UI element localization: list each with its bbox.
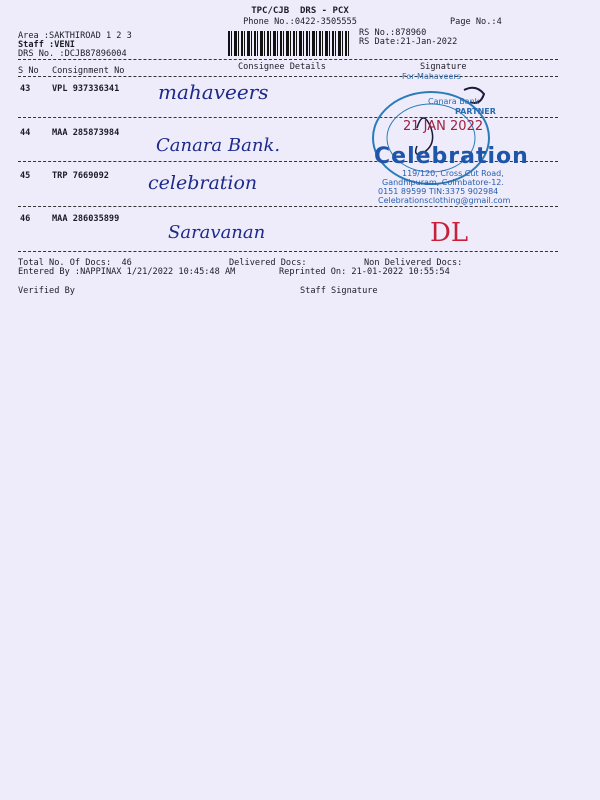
handwritten-consignee: celebration — [148, 172, 258, 194]
row-sno: 43 — [20, 84, 31, 94]
area-field: Area :SAKTHIROAD 1 2 3 — [18, 31, 132, 41]
verified-by: Verified By — [18, 286, 75, 296]
celebration-stamp-email: Celebrationsclothing@gmail.com — [378, 196, 511, 205]
bank-stamp-text: Canara Bank — [428, 97, 480, 106]
celebration-stamp-city: Gandhipuram, Coimbatore-12. — [382, 178, 504, 187]
celebration-stamp-name: Celebration — [374, 144, 529, 169]
rs-number: RS No.:878960 — [359, 28, 427, 38]
header-rule-top — [18, 59, 558, 60]
non-delivered-docs: Non Delivered Docs: — [364, 258, 463, 268]
celebration-stamp-address: 119/120, Cross Cut Road, — [402, 169, 504, 178]
row-consignment: TRP 7669092 — [52, 171, 109, 181]
handwritten-consignee: Saravanan — [168, 222, 266, 243]
row-sno: 45 — [20, 171, 31, 181]
row-separator — [18, 251, 558, 252]
handwritten-consignee: Canara Bank. — [156, 135, 281, 156]
col-sno: S No — [18, 66, 39, 76]
rs-date: RS Date:21-Jan-2022 — [359, 37, 458, 47]
barcode-image — [228, 31, 350, 56]
celebration-stamp — [374, 144, 554, 204]
row-consignment: VPL 937336341 — [52, 84, 120, 94]
total-docs: Total No. Of Docs: 46 — [18, 258, 132, 268]
staff-field: Staff :VENI — [18, 40, 75, 50]
col-consignee: Consignee Details — [238, 62, 326, 72]
col-signature: Signature — [420, 62, 467, 72]
celebration-stamp-phone: 0151 89599 TIN:3375 902984 — [378, 187, 499, 196]
partner-stamp-text: PARTNER — [455, 107, 496, 116]
col-consignment: Consignment No — [52, 66, 125, 76]
header-rule-bottom — [18, 76, 558, 77]
row-sno: 46 — [20, 214, 31, 224]
handwritten-consignee: mahaveers — [158, 80, 269, 104]
reprinted-on: Reprinted On: 21-01-2022 10:55:54 — [279, 267, 450, 277]
delivered-docs: Delivered Docs: — [229, 258, 307, 268]
row-consignment: MAA 286035899 — [52, 214, 120, 224]
entered-by: Entered By :NAPPINAX 1/21/2022 10:45:48 AM — [18, 267, 236, 277]
mahaveers-stamp-text: For Mahaveers — [402, 72, 461, 81]
row-consignment: MAA 285873984 — [52, 128, 120, 138]
row-sno: 44 — [20, 128, 31, 138]
date-stamp: 21 JAN 2022 — [403, 119, 484, 134]
drs-number: DRS No. :DCJB87896004 — [18, 49, 127, 59]
document-title: TPC/CJB DRS - PCX — [251, 6, 349, 16]
row-separator — [18, 206, 558, 207]
phone-number: Phone No.:0422-3505555 — [243, 17, 357, 27]
signature-mark-dl: DL — [430, 218, 469, 248]
page-number: Page No.:4 — [450, 17, 502, 27]
staff-signature: Staff Signature — [300, 286, 378, 296]
